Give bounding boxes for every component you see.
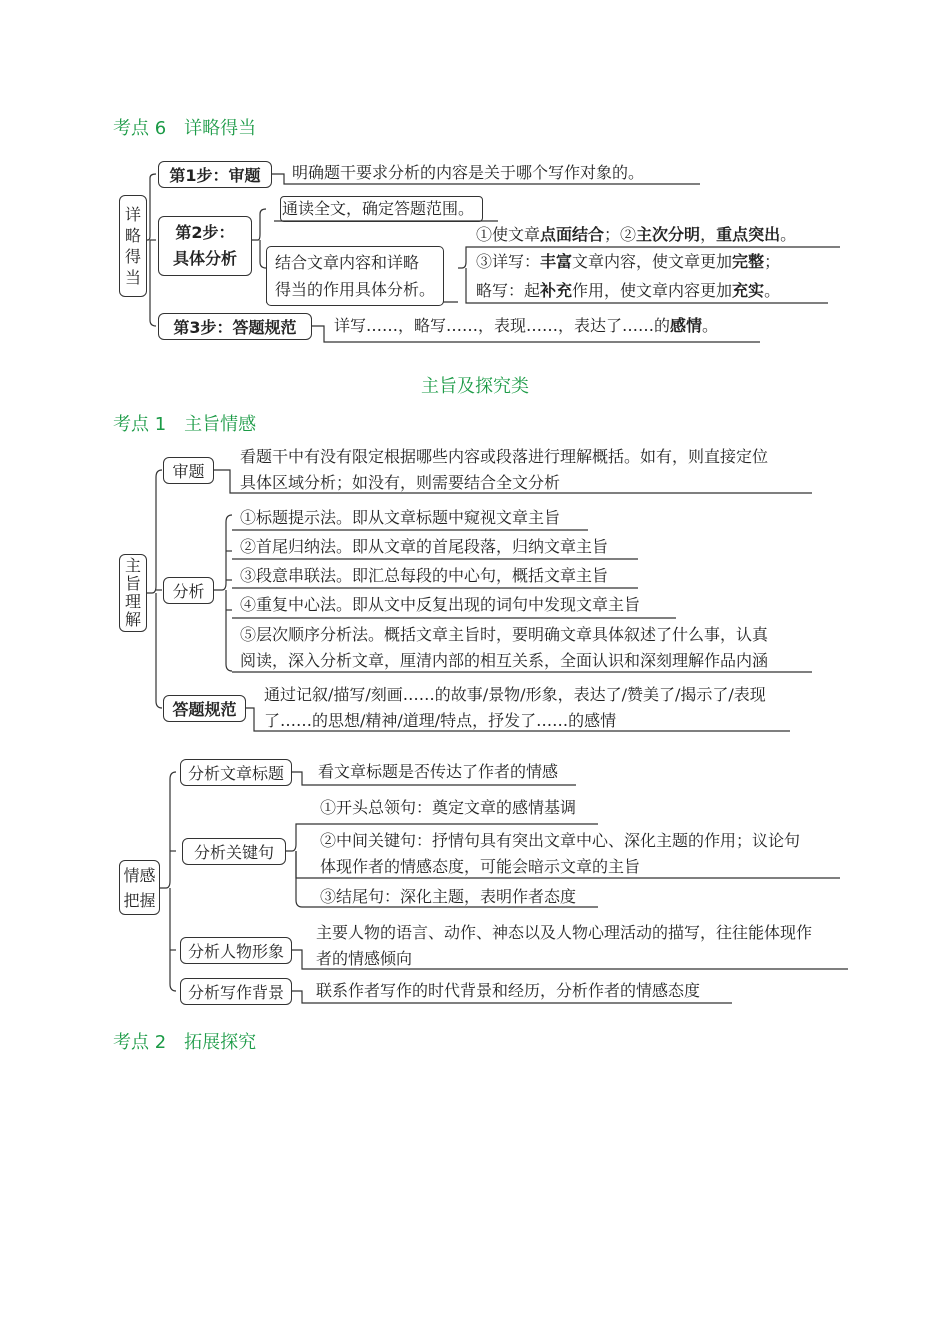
step1-text: 明确题干要求分析的内容是关于哪个写作对象的。: [292, 163, 645, 182]
step2-read-text: [280, 196, 483, 222]
analysis-node: 分析: [163, 577, 214, 604]
answer-line2: 了……的思想/精神/道理/特点，抒发了……的感情: [264, 711, 617, 730]
step2-combine-box: [266, 246, 444, 306]
root-char: 解: [124, 610, 141, 629]
review-node: 审题: [163, 457, 214, 484]
step2-effect-line2: [476, 249, 780, 275]
r2b: 丰富: [540, 252, 573, 271]
combine-line2: 得当的作用具体分析。: [275, 280, 436, 299]
step2-effect-line3: [476, 278, 780, 304]
r3e: 。: [764, 281, 781, 300]
review-line1: 看题干中有没有限定根据哪些内容或段落进行理解概括。如有，则直接定位: [240, 447, 769, 466]
analysis-item: ③段意串联法。即汇总每段的中心句，概括文章主旨: [240, 566, 609, 585]
root-node-theme: [119, 554, 147, 632]
r1a: ①使文章: [476, 225, 541, 244]
step2-effect-line1: [476, 222, 796, 248]
section-title-6: 考点 6 详略得当: [113, 118, 257, 139]
r1g: 。: [780, 225, 797, 244]
analysis-item5-line1: ⑤层次顺序分析法。概括文章主旨时，要明确文章具体叙述了什么事，认真: [240, 625, 769, 644]
step3-a: 详写……，略写……，表现……，表达了……的: [334, 316, 671, 335]
step3-node: 第3步：答题规范: [158, 313, 312, 340]
r2a: ③详写：: [476, 252, 541, 271]
root-char: 理: [124, 592, 141, 611]
background-node: 分析写作背景: [180, 978, 292, 1005]
key-k2-line2: 体现作者的情感态度，可能会暗示文章的主旨: [320, 857, 641, 876]
root-char: 旨: [124, 574, 141, 593]
answer-node: 答题规范: [163, 695, 246, 722]
review-line2: 具体区域分析；如没有，则需要结合全文分析: [240, 473, 561, 492]
r3c: 作用，使文章内容更加: [572, 281, 733, 300]
root-char: 略: [124, 226, 141, 245]
analysis-item: ①标题提示法。即从文章标题中窥视文章主旨: [240, 508, 561, 527]
step3-c: 。: [702, 316, 719, 335]
r1e: ，: [700, 225, 717, 244]
r1c: ；②: [604, 225, 637, 244]
person-node: 分析人物形象: [180, 937, 292, 964]
key-k3: ③结尾句：深化主题，表明作者态度: [320, 887, 577, 906]
category-heading: 主旨及探究类: [421, 376, 529, 397]
root-node-emotion: [119, 860, 160, 915]
step2-label-line1: 第2步：: [175, 223, 235, 242]
r1d: 主次分明: [636, 225, 701, 244]
analysis-item5-line2: 阅读，深入分析文章，厘清内部的相互关系，全面认识和深刻理解作品内涵: [240, 651, 769, 670]
combine-line1: 结合文章内容和详略: [275, 253, 420, 272]
step2-label-line2: 具体分析: [172, 249, 237, 268]
r3b: 补充: [540, 281, 573, 300]
section-title-2: 考点 2 拓展探究: [113, 1032, 257, 1053]
answer-line1: 通过记叙/描写/刻画……的故事/景物/形象，表达了/赞美了/揭示了/表现: [264, 685, 766, 704]
key-node: 分析关键句: [182, 838, 286, 865]
title-node: 分析文章标题: [180, 759, 292, 786]
step3-b: 感情: [670, 316, 703, 335]
step3-text: [334, 313, 718, 339]
r3a: 略写：起: [476, 281, 541, 300]
root-char: 主: [124, 556, 141, 575]
root-line1: 情感: [123, 865, 156, 885]
background-text: 联系作者写作的时代背景和经历，分析作者的情感态度: [316, 981, 701, 1000]
r1b: 点面结合: [540, 225, 605, 244]
title-node-text: 看文章标题是否传达了作者的情感: [318, 762, 559, 781]
analysis-item: ④重复中心法。即从文中反复出现的词句中发现文章主旨: [240, 595, 641, 614]
root-node-detail: [119, 195, 147, 297]
r2d: 完整: [732, 252, 765, 271]
r3d: 充实: [732, 281, 765, 300]
person-line1: 主要人物的语言、动作、神态以及人物心理活动的描写，往往能体现作: [316, 923, 813, 942]
key-k2-line1: ②中间关键句：抒情句具有突出文章中心、深化主题的作用；议论句: [320, 831, 801, 850]
person-line2: 者的情感倾向: [316, 949, 413, 968]
step1-node: 第1步：审题: [158, 161, 272, 188]
root-line2: 把握: [123, 890, 156, 910]
key-k1: ①开头总领句：奠定文章的感情基调: [320, 798, 577, 817]
root-char: 得: [124, 247, 141, 266]
r1f: 重点突出: [716, 225, 781, 244]
root-char: 当: [124, 268, 141, 287]
section-title-1: 考点 1 主旨情感: [113, 414, 257, 435]
r2e: ；: [764, 252, 781, 271]
read-text: 通读全文，确定答题范围。: [282, 199, 475, 218]
analysis-item: ②首尾归纳法。即从文章的首尾段落，归纳文章主旨: [240, 537, 609, 556]
r2c: 文章内容，使文章更加: [572, 252, 733, 271]
step2-node: [158, 216, 252, 276]
root-char: 详: [124, 205, 141, 224]
